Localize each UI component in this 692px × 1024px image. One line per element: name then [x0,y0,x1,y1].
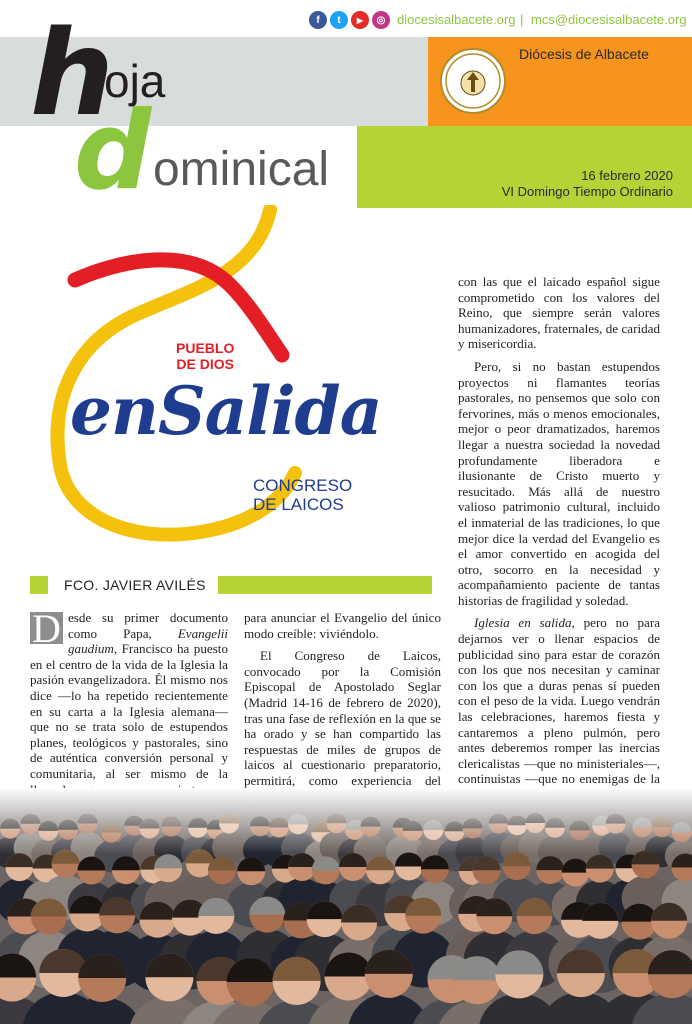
masthead-word-oja: oja [104,55,166,107]
social-icons [309,11,390,31]
article-paragraph: El Congreso de Laicos, convocado por la Comisión Episcopal de Apostolado Seglar (Madrid 14-16 de febrero de 2020), tras una fase de reflexión en la que se ha orado y se han compartido las respuestas de miles de grupos de laicos al cuestionario preparatorio, permitirá, como experiencia del [244,648,441,788]
author-name: FCO. JAVIER AVILÉS [64,577,206,593]
logo-pueblo-line1: PUEBLO [176,340,235,356]
separator: | [520,12,524,27]
p3-text: , pero no para dejarnos ver o llenar espacios de publicidad sino para estar de corazón con los que nos necesitan y caminar con los que a duras penas sí pueden con el peso de la vida. Luego vendrán las celebraciones, haremos fiesta y cantaremos a pleno pulmón, pero antes deberemos romper las inercias clericalistas —que no ministeriales—, continuistas —que no enemigas de la [458,615,661,787]
instagram-icon[interactable]: ◎ [372,11,390,29]
liturgical-day: VI Domingo Tiempo Ordinario [501,184,673,199]
logo-pueblo-de-dios [176,340,234,372]
article-paragraph: con las que el laicado español sigue comprometido con los valores del Reino, que siempre serán valores humanizadores, fraternales, de caridad y misericordia. [458,274,660,352]
crowd-photo [0,788,692,1024]
p3-emphasis: Iglesia en salida [474,615,572,631]
issue-date: 16 febrero 2020 [581,168,673,183]
masthead-word-ominical: ominical [153,143,330,196]
p1-emphasis: Evangelii gaudium [68,625,228,657]
article-paragraph: para anunciar el Evangelio del único modo creíble: viviéndolo. [244,610,441,641]
issue-date-block [502,168,673,200]
logo-congreso-line2: DE LAICOS [253,495,344,514]
email-link[interactable]: mcs@diocesisalbacete.org [531,12,687,27]
p1-tail: , Francisco ha puesto en el centro de la vida de la Iglesia la pasión evangelizadora. Él mismo nos dice —lo ha repetido recientemente en su carta a la Iglesia alemana— que no se trata solo de estupendos planes, teológicos y pastorales, sino de auténtica conversión personal y comunitaria, al ser mismo de la [30,641,228,781]
drop-cap: D [30,612,63,644]
author-rule [218,576,432,594]
logo-pueblo-line2: DE DIOS [176,356,234,372]
masthead-letter-d: d [74,89,152,214]
article-paragraph [30,606,228,813]
diocese-seal-logo [440,48,506,114]
twitter-icon[interactable]: t [330,11,348,29]
logo-congreso-de-laicos [253,476,352,514]
p1-text: esde su primer documento como Papa, [68,610,228,641]
diocese-name: Diócesis de Albacete [519,46,649,62]
masthead-letter-h: h [30,4,115,142]
facebook-icon[interactable]: f [309,11,327,29]
website-link[interactable]: diocesisalbacete.org [397,12,516,27]
logo-congreso-line1: CONGRESO [253,476,353,495]
youtube-icon[interactable]: ▶ [351,11,369,29]
logo-ensalida-title: enSalida [70,372,382,450]
author-marker [30,576,48,594]
article-column-3 [458,274,660,865]
article-paragraph: Pero, si no bastan estupendos proyectos ni flamantes teorías pastorales, no pensemos que solo con fervorines, más o menos emocionales, mejor o peor dramatizados, haremos llegar a nuestra sociedad la novedad profundamente liberadora e ilusionante de Cristo muerto y resucitado. Más allá de nuestro valioso patrimonio cultural, incluido el inmaterial de las tradiciones, lo que mejor dice la verdad del Evangelio es el amor convertido en acogida del otro, socorro en la necesidad y acompañamiento paciente de tantas historias de fragilidad y soledad. [458,358,660,608]
article-column-1 [30,606,228,813]
